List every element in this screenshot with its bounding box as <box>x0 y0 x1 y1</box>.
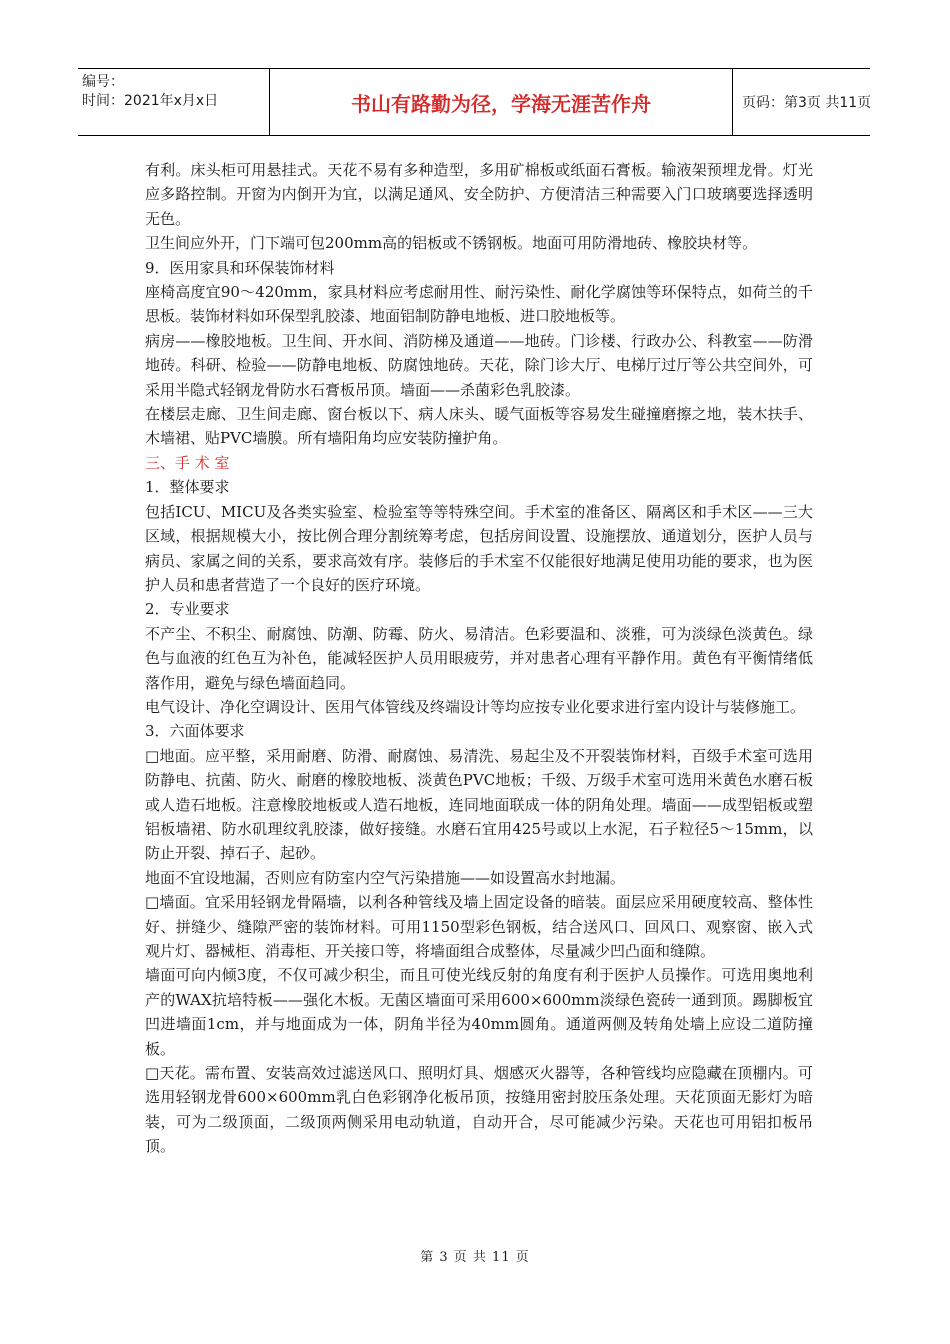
subheading: 1．整体要求 <box>145 478 230 497</box>
paragraph: 墙面可向内倾3度，不仅可减少积尘，而且可使光线反射的角度有利于医护人员操作。可选用奥地利产的WAX抗培特板——强化木板。无菌区墙面可采用600×600mm淡绿色瓷砖一通到顶。踢脚板宜凹进墙面1cm，并与地面成为一体，阴角半径为40mm圆角。通道两侧及转角处墙上应设二道防撞板。 <box>145 966 813 1058</box>
paragraph: □墙面。宜采用轻钢龙骨隔墙，以利各种管线及墙上固定设备的暗装。面层应采用硬度较高、整体性好、拼缝少、缝隙严密的装饰材料。可用1150型彩色钢板，结合送风口、回风口、观察窗、嵌入式观片灯、器械柜、消毒柜、开关接口等，将墙面组合成整体，尽量减少凹凸面和缝隙。 <box>145 893 813 960</box>
header-page-number: 页码：第3页 共11页 <box>742 95 872 111</box>
document-body <box>145 158 813 1159</box>
paragraph: 地面不宜设地漏，否则应有防室内空气污染措施——如设置高水封地漏。 <box>145 868 626 887</box>
paragraph: 包括ICU、MICU及各类实验室、检验室等等特殊空间。手术室的准备区、隔离区和手术区——三大区域，根据规模大小，按比例合理分割统筹考虑，包括房间设置、设施摆放、通道划分，医护人员与病员、家属之间的关系，要求高效有序。装修后的手术室不仅能很好地满足使用功能的要求，也为医护人员和患者营造了一个良好的医疗环境。 <box>145 502 813 594</box>
paragraph: 在楼层走廊、卫生间走廊、窗台板以下、病人床头、暖气面板等容易发生碰撞磨擦之地，装木扶手、木墙裙、贴PVC墙膜。所有墙阳角均应安装防撞护角。 <box>145 405 813 448</box>
paragraph: 座椅高度宜90～420mm，家具材料应考虑耐用性、耐污染性、耐化学腐蚀等环保特点，如荷兰的千思板。装饰材料如环保型乳胶漆、地面铝制防静电地板、进口胶地板等。 <box>145 283 813 326</box>
paragraph: 不产尘、不积尘、耐腐蚀、防潮、防霉、防火、易清洁。色彩要温和、淡雅，可为淡绿色淡黄色。绿色与血液的红色互为补色，能减轻医护人员用眼疲劳，并对患者心理有平静作用。黄色有平衡情绪低落作用，避免与绿色墙面趋同。 <box>145 624 813 692</box>
subheading: 2．专业要求 <box>145 600 230 619</box>
paragraph: 有利。床头柜可用悬挂式。天花不易有多种造型，多用矿棉板或纸面石膏板。输液架预埋龙骨。灯光应多路控制。开窗为内倒开为宜，以满足通风、安全防护、方便清洁三种需要入门口玻璃要选择透明无色。 <box>145 161 813 228</box>
paragraph: 卫生间应外开，门下端可包200mm高的铝板或不锈钢板。地面可用防滑地砖、橡胶块材等。 <box>145 234 758 253</box>
header-info-cell <box>78 69 270 135</box>
paragraph: □地面。应平整，采用耐磨、防滑、耐腐蚀、易清洗、易起尘及不开裂装饰材料，百级手术室可选用防静电、抗菌、防火、耐磨的橡胶地板、淡黄色PVC地板；千级、万级手术室可选用米黄色水磨石板或人造石地板。注意橡胶地板或人造石地板，连同地面联成一体的阴角处理。墙面——成型铝板或塑铝板墙裙、防水矶理纹乳胶漆，做好接缝。水磨石宜用425号或以上水泥，石子粒径5～15mm，以防止开裂、掉石子、起砂。 <box>145 746 813 863</box>
paragraph: 病房——橡胶地板。卫生间、开水间、消防梯及通道——地砖。门诊楼、行政办公、科教室——防滑地砖。科研、检验——防静电地板、防腐蚀地砖。天花，除门诊大厅、电梯厅过厅等公共空间外，可采用半隐式轻钢龙骨防水石膏板吊顶。墙面——杀菌彩色乳胶漆。 <box>145 331 813 399</box>
page-footer: 第 3 页 共 11 页 <box>420 1250 530 1265</box>
page-header <box>78 68 870 136</box>
subheading: 9．医用家具和环保装饰材料 <box>145 258 335 277</box>
paragraph: 电气设计、净化空调设计、医用气体管线及终端设计等均应按专业化要求进行室内设计与装修施工。 <box>145 697 806 716</box>
section-heading: 三、手 术 室 <box>145 453 230 472</box>
subheading: 3．六面体要求 <box>145 722 245 741</box>
header-motto: 书山有路勤为径，学海无涯苦作舟 <box>270 69 733 135</box>
paragraph: □天花。需布置、安装高效过滤送风口、照明灯具、烟感灭火器等，各种管线均应隐藏在顶棚内。可选用轻钢龙骨600×600mm乳白色彩钢净化板吊顶，按缝用密封胶压条处理。天花顶面无影灯为暗装，可为二级顶面，二级顶两侧采用电动轨道，自动开合，尽可能减少污染。天花也可用铝扣板吊顶。 <box>145 1064 813 1156</box>
document-number-label: 编号： <box>82 74 124 90</box>
document-time-label: 时间：2021年x月x日 <box>82 93 219 109</box>
